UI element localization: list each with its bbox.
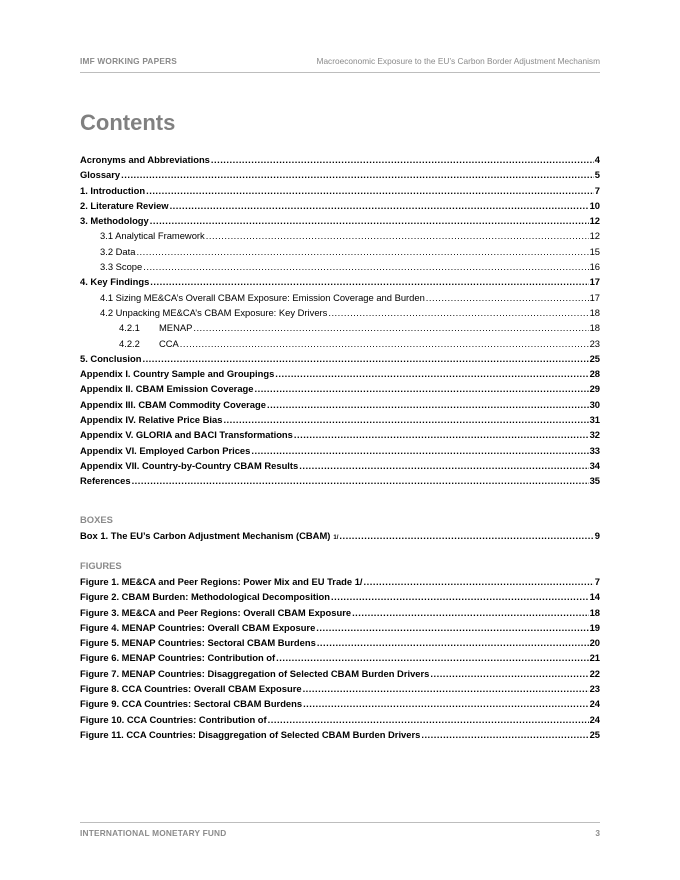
toc-entry-label: 3.3 Scope xyxy=(100,261,143,273)
toc-entry[interactable] xyxy=(80,412,600,427)
toc-entry-number: 4.2.1 xyxy=(119,322,140,334)
toc-entry-page: 17 xyxy=(589,291,600,303)
toc-entry-page: 18 xyxy=(589,606,600,618)
toc-entry-page: 31 xyxy=(589,414,600,426)
toc-entry-label: 3.2 Data xyxy=(100,245,136,257)
page-title: Contents xyxy=(80,110,176,135)
toc-entry[interactable] xyxy=(80,213,600,228)
figure-entry[interactable] xyxy=(80,666,600,681)
figure-entry[interactable] xyxy=(80,650,600,665)
toc-entry-label: Appendix IV. Relative Price Bias xyxy=(80,414,223,426)
toc-entry[interactable] xyxy=(80,274,600,289)
toc-entry-label: Figure 4. MENAP Countries: Overall CBAM Exposure xyxy=(80,621,316,633)
page-header xyxy=(80,56,600,68)
footer-publisher: INTERNATIONAL MONETARY FUND xyxy=(80,828,227,838)
toc-entry[interactable] xyxy=(80,397,600,412)
toc-entry[interactable] xyxy=(80,152,600,167)
toc-entry[interactable] xyxy=(80,473,600,488)
figure-entry[interactable] xyxy=(80,727,600,742)
toc-entry-page: 9 xyxy=(594,530,600,541)
toc-entry-label: Appendix V. GLORIA and BACI Transformations xyxy=(80,429,293,441)
toc-entry-label: Appendix II. CBAM Emission Coverage xyxy=(80,383,254,395)
figure-entry[interactable] xyxy=(80,589,600,604)
toc-subsubentry[interactable] xyxy=(80,320,600,335)
header-series-title: IMF WORKING PAPERS xyxy=(80,56,178,66)
toc-entry-page: 16 xyxy=(589,261,600,273)
toc-entry-page: 23 xyxy=(589,683,600,695)
toc-entry-label: Glossary xyxy=(80,169,121,181)
toc-entry-page: 25 xyxy=(589,352,600,364)
toc-entry[interactable] xyxy=(80,351,600,366)
toc-entry-page: 28 xyxy=(589,368,600,380)
toc-entry-page: 30 xyxy=(589,398,600,410)
toc-entry-number: 4.2.2 xyxy=(119,337,140,349)
toc-entry-page: 18 xyxy=(589,306,600,318)
toc-entry-page: 35 xyxy=(589,475,600,487)
toc-entry-page: 25 xyxy=(589,728,600,740)
toc-entry-label: Figure 5. MENAP Countries: Sectoral CBAM Burdens xyxy=(80,637,316,649)
toc-entry-label: Figure 9. CCA Countries: Sectoral CBAM Burdens xyxy=(80,698,303,710)
toc-entry-label: Figure 7. MENAP Countries: Disaggregation of Selected CBAM Burden Drivers xyxy=(80,667,430,679)
toc-entry[interactable] xyxy=(80,443,600,458)
figures-heading: FIGURES xyxy=(80,560,122,571)
toc-entry-label: CCA xyxy=(159,337,179,349)
toc-entry[interactable] xyxy=(80,427,600,442)
toc-entry-label: Figure 1. ME&CA and Peer Regions: Power Mix and EU Trade 1/ xyxy=(80,576,363,587)
toc-entry-label: Figure 11. CCA Countries: Disaggregation of Selected CBAM Burden Drivers xyxy=(80,728,421,740)
toc-entry-page: 24 xyxy=(589,713,600,725)
toc-entry-page: 14 xyxy=(589,591,600,603)
toc-entry[interactable] xyxy=(80,458,600,473)
toc-entry[interactable] xyxy=(80,198,600,213)
page-footer xyxy=(80,828,600,840)
toc-entry-page: 7 xyxy=(594,576,600,587)
figure-entry[interactable] xyxy=(80,605,600,620)
toc-entry-label: Figure 3. ME&CA and Peer Regions: Overall CBAM Exposure xyxy=(80,606,352,618)
toc-entry-label: Appendix VI. Employed Carbon Prices xyxy=(80,444,251,456)
toc-subentry[interactable] xyxy=(80,259,600,274)
toc-entry-label: References xyxy=(80,475,131,487)
figures-list xyxy=(80,574,600,742)
toc-entry-page: 7 xyxy=(594,184,600,196)
toc-entry-label: Figure 10. CCA Countries: Contribution of xyxy=(80,713,267,725)
figure-entry[interactable] xyxy=(80,620,600,635)
toc-entry-label: Figure 8. CCA Countries: Overall CBAM Exposure xyxy=(80,683,302,695)
toc-entry[interactable] xyxy=(80,167,600,182)
toc-entry-page: 29 xyxy=(589,383,600,395)
toc-entry-page: 19 xyxy=(589,621,600,633)
toc-entry-label: 4.1 Sizing ME&CA’s Overall CBAM Exposure: Emission Coverage and Burden xyxy=(100,291,425,303)
toc-entry-label: 5. Conclusion xyxy=(80,352,142,364)
toc-entry-label: MENAP xyxy=(159,322,193,334)
toc-entry-label: Figure 2. CBAM Burden: Methodological Decomposition xyxy=(80,591,331,603)
toc-entry-page: 21 xyxy=(589,652,600,664)
figure-entry[interactable] xyxy=(80,574,600,589)
figure-entry[interactable] xyxy=(80,681,600,696)
toc-entry-page: 4 xyxy=(594,154,600,165)
boxes-list xyxy=(80,528,600,543)
toc-entry-page: 17 xyxy=(589,276,600,288)
toc-entry[interactable] xyxy=(80,183,600,198)
toc-entry-label: Appendix I. Country Sample and Groupings xyxy=(80,368,275,380)
toc-entry-page: 15 xyxy=(589,245,600,257)
toc-entry-label: 3.1 Analytical Framework xyxy=(100,230,205,242)
toc-subentry[interactable] xyxy=(80,244,600,259)
toc-entry[interactable] xyxy=(80,381,600,396)
figure-entry[interactable] xyxy=(80,635,600,650)
toc-entry-label: 3. Methodology xyxy=(80,215,149,227)
toc-entry-page: 5 xyxy=(594,169,600,181)
boxes-heading: BOXES xyxy=(80,514,113,525)
toc-entry-page: 23 xyxy=(589,337,600,349)
figure-entry[interactable] xyxy=(80,696,600,711)
toc-entry-label: 2. Literature Review xyxy=(80,199,169,211)
toc-entry-page: 24 xyxy=(589,698,600,710)
toc-subentry[interactable] xyxy=(80,290,600,305)
header-rule xyxy=(80,72,600,73)
toc-entry-page: 18 xyxy=(589,322,600,334)
toc-entry-label: 4. Key Findings xyxy=(80,276,150,288)
figure-entry[interactable] xyxy=(80,712,600,727)
toc-entry-label: Appendix VII. Country-by-Country CBAM Results xyxy=(80,459,299,471)
page-number: 3 xyxy=(595,828,600,838)
toc-entry-label: Figure 6. MENAP Countries: Contribution of xyxy=(80,652,276,664)
toc-entry-page: 12 xyxy=(589,215,600,227)
toc-entry-label: 1. Introduction xyxy=(80,184,146,196)
footer-rule xyxy=(80,822,600,823)
toc-subsubentry[interactable] xyxy=(80,336,600,351)
toc-entry-page: 12 xyxy=(589,230,600,242)
toc-entry[interactable] xyxy=(80,366,600,381)
toc-entry-label: Appendix III. CBAM Commodity Coverage xyxy=(80,398,266,410)
toc-subentry[interactable] xyxy=(80,228,600,243)
header-paper-title: Macroeconomic Exposure to the EU’s Carbon Border Adjustment Mechanism xyxy=(316,56,600,66)
toc-entry-page: 33 xyxy=(589,444,600,456)
toc-subentry[interactable] xyxy=(80,305,600,320)
toc-entry-page: 22 xyxy=(589,667,600,679)
toc-entry-label: Box 1. The EU’s Carbon Adjustment Mechanism (CBAM) xyxy=(80,530,331,541)
toc-entry-page: 10 xyxy=(589,199,600,211)
toc-entry-label: Acronyms and Abbreviations xyxy=(80,154,210,165)
toc-entry-page: 32 xyxy=(589,429,600,441)
toc-entry-page: 20 xyxy=(589,637,600,649)
box-entry[interactable]: Box 1. The EU’s Carbon Adjustment Mechanism (CBAM) 1/ ..... 9 xyxy=(80,528,600,543)
toc-entry-page: 34 xyxy=(589,459,600,471)
toc-entry-label: 4.2 Unpacking ME&CA’s CBAM Exposure: Key Drivers xyxy=(100,306,328,318)
table-of-contents xyxy=(80,152,600,489)
